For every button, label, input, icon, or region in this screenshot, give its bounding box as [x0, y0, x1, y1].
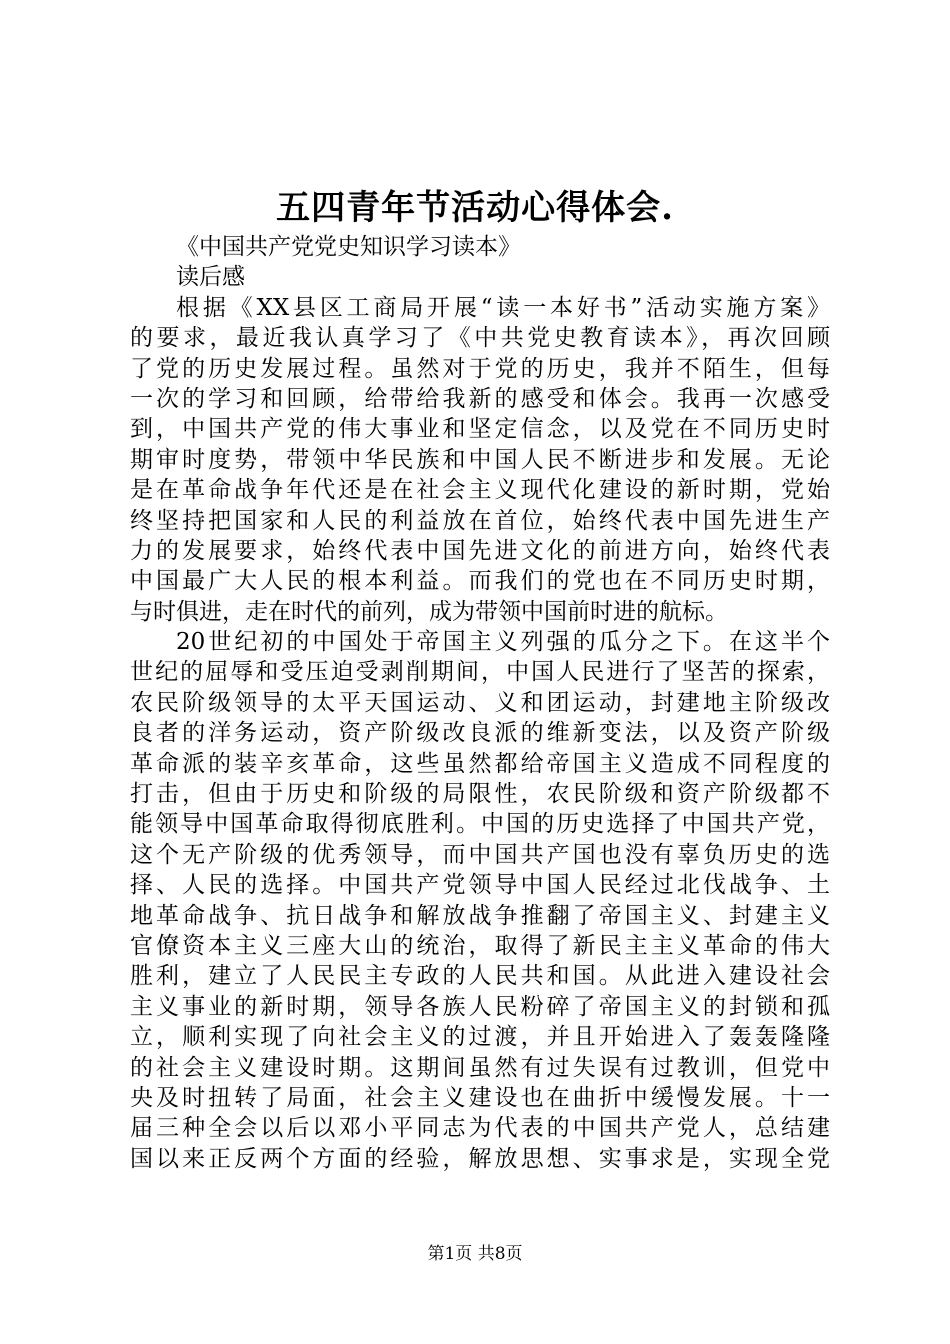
- body-line: 与时俱进，走在时代的前列，成为带领中国前时进的航标。: [130, 598, 728, 625]
- body-line: 农民阶级领导的太平天国运动、义和团运动，封建地主阶级改: [130, 689, 830, 716]
- body-line: 国以来正反两个方面的经验，解放思想、实事求是，实现全党: [130, 1145, 830, 1172]
- body-line: 中国最广大人民的根本利益。而我们的党也在不同历史时期，: [130, 568, 830, 595]
- body-line: 主义事业的新时期，领导各族人民粉碎了帝国主义的封锁和孤: [130, 993, 830, 1020]
- body-line: 了党的历史发展过程。虽然对于党的历史，我并不陌生，但每: [130, 355, 830, 382]
- document-title: 五四青年节活动心得体会.: [276, 188, 674, 228]
- body-line: 的要求，最近我认真学习了《中共党史教育读本》，再次回顾: [130, 325, 830, 352]
- body-line: 央及时扭转了局面，社会主义建设也在曲折中缓慢发展。十一: [130, 1084, 830, 1111]
- body-line: 世纪的屈辱和受压迫受剥削期间，中国人民进行了坚苦的探索，: [130, 659, 830, 686]
- body-line: 力的发展要求，始终代表中国先进文化的前进方向，始终代表: [130, 537, 830, 564]
- body-line: 良者的洋务运动，资产阶级改良派的维新变法，以及资产阶级: [130, 720, 830, 747]
- body-line: 能领导中国革命取得彻底胜利。中国的历史选择了中国共产党，: [130, 811, 830, 838]
- body-line: 官僚资本主义三座大山的统治，取得了新民主主义革命的伟大: [130, 932, 830, 959]
- body-line: 《中国共产党党史知识学习读本》: [176, 234, 521, 260]
- body-line: 立，顺利实现了向社会主义的过渡，并且开始进入了轰轰隆隆: [130, 1024, 830, 1051]
- body-line: 到，中国共产党的伟大事业和坚定信念，以及党在不同历史时: [130, 416, 830, 443]
- body-line: 20世纪初的中国处于帝国主义列强的瓜分之下。在这半个: [176, 629, 830, 656]
- body-line: 打击，但由于历史和阶级的局限性，农民阶级和资产阶级都不: [130, 781, 830, 808]
- body-line: 择、人民的选择。中国共产党领导中国人民经过北伐战争、土: [130, 872, 830, 899]
- body-line: 届三种全会以后以邓小平同志为代表的中国共产党人，总结建: [130, 1115, 830, 1142]
- body-line: 期审时度势，带领中华民族和中国人民不断进步和发展。无论: [130, 446, 830, 473]
- page-footer: 第1页 共8页: [427, 1244, 523, 1264]
- body-line: 读后感: [176, 264, 245, 291]
- body-line: 是在革命战争年代还是在社会主义现代化建设的新时期，党始: [130, 477, 830, 504]
- body-line: 胜利，建立了人民民主专政的人民共和国。从此进入建设社会: [130, 963, 830, 990]
- body-line: 终坚持把国家和人民的利益放在首位，始终代表中国先进生产: [130, 507, 830, 534]
- body-line: 这个无产阶级的优秀领导，而中国共产国也没有辜负历史的选: [130, 841, 830, 868]
- body-line: 的社会主义建设时期。这期间虽然有过失误有过教训，但党中: [130, 1054, 830, 1081]
- document-body: [130, 232, 830, 1174]
- body-line: 根据《XX县区工商局开展“读一本好书”活动实施方案》: [176, 294, 830, 321]
- body-line: 一次的学习和回顾，给带给我新的感受和体会。我再一次感受: [130, 385, 830, 412]
- body-line: 革命派的装辛亥革命，这些虽然都给帝国主义造成不同程度的: [130, 750, 830, 777]
- body-line: 地革命战争、抗日战争和解放战争推翻了帝国主义、封建主义: [130, 902, 830, 929]
